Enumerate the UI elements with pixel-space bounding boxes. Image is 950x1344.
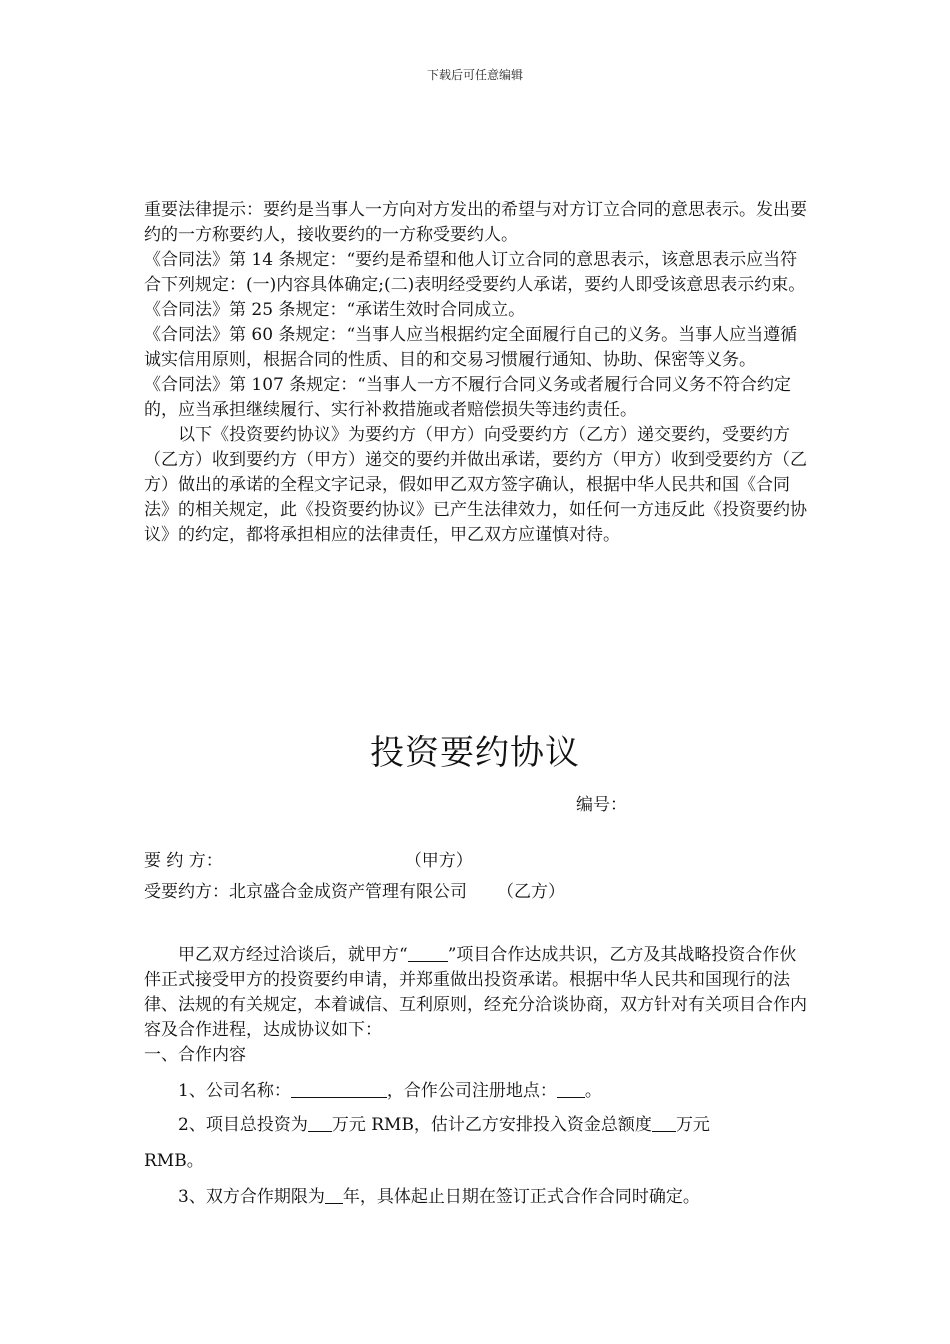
agreement-number-label: 编号： bbox=[576, 795, 627, 815]
project-name-blank bbox=[408, 943, 448, 962]
cooperation-items bbox=[144, 1074, 808, 1214]
party-b-line bbox=[144, 880, 565, 905]
party-b-name: 北京盛合金成资产管理有限公司 bbox=[229, 882, 467, 902]
notice-paragraph: 《合同法》第 25 条规定：“承诺生效时合同成立。 bbox=[144, 300, 526, 320]
item-3: 3、双方合作期限为 年，具体起止日期在签订正式合作合同时确定。 bbox=[178, 1187, 700, 1207]
notice-paragraph: 《合同法》第 60 条规定：“当事人应当根据约定全面履行自己的义务。当事人应当遵循诚实信用原则，根据合同的性质、目的和交易习惯履行通知、协助、保密等义务。 bbox=[144, 325, 798, 370]
section-heading: 一、合作内容 bbox=[144, 1045, 246, 1065]
agreement-intro bbox=[144, 943, 808, 1068]
party-a-label: 要 约 方： bbox=[144, 851, 223, 871]
registration-place-blank bbox=[557, 1079, 585, 1098]
item-2-continued: RMB。 bbox=[144, 1151, 204, 1171]
notice-closing: 以下《投资要约协议》为要约方（甲方）向受要约方（乙方）递交要约，受要约方（乙方）收到要约方（甲方）递交的要约并做出承诺，要约方（甲方）收到受要约方（乙方）做出的承诺的全程文字记录，假如甲乙双方签字确认，根据中华人民共和国《合同法》的相关规定，此《投资要约协议》已产生法律效力，如任何一方违反此《投资要约协议》的约定，都将承担相应的法律责任，甲乙双方应谨慎对待。 bbox=[144, 425, 807, 545]
party-b-role: （乙方） bbox=[497, 882, 565, 902]
page-header: 下载后可任意编辑 bbox=[426, 68, 523, 82]
legal-notice bbox=[144, 198, 808, 548]
party-a-role: （甲方） bbox=[404, 851, 473, 871]
notice-paragraph: 重要法律提示：要约是当事人一方向对方发出的希望与对方订立合同的意思表示。发出要约的一方称要约人，接收要约的一方称受要约人。 bbox=[144, 200, 807, 245]
intro-paragraph: 甲乙双方经过洽谈后，就甲方“ ”项目合作达成共识，乙方及其战略投资合作伙伴正式接受甲方的投资要约申请，并郑重做出投资承诺。根据中华人民共和国现行的法律、法规的有关规定，本着诚信、互利原则，经充分洽谈协商，双方针对有关项目合作内容及合作进程，达成协议如下： bbox=[144, 945, 807, 1040]
party-b-label: 受要约方： bbox=[144, 882, 229, 902]
notice-paragraph: 《合同法》第 14 条规定：“要约是希望和他人订立合同的意思表示，该意思表示应当符合下列规定：(一)内容具体确定;(二)表明经受要约人承诺，要约人即受该意思表示约束。 bbox=[144, 250, 806, 295]
notice-paragraph: 《合同法》第 107 条规定：“当事人一方不履行合同义务或者履行合同义务不符合约定的，应当承担继续履行、实行补救措施或者赔偿损失等违约责任。 bbox=[144, 375, 791, 420]
agreement-title: 投资要约协议 bbox=[370, 733, 580, 773]
company-name-blank bbox=[291, 1079, 387, 1098]
cooperation-years-blank bbox=[325, 1185, 343, 1204]
item-1: 1、公司名称： ，合作公司注册地点： 。 bbox=[178, 1081, 602, 1101]
party-b-funds-blank bbox=[652, 1113, 676, 1132]
item-2: 2、项目总投资为 万元 RMB，估计乙方安排投入资金总额度 万元 bbox=[178, 1115, 710, 1135]
total-investment-blank bbox=[308, 1113, 332, 1132]
party-a-line bbox=[144, 849, 473, 874]
